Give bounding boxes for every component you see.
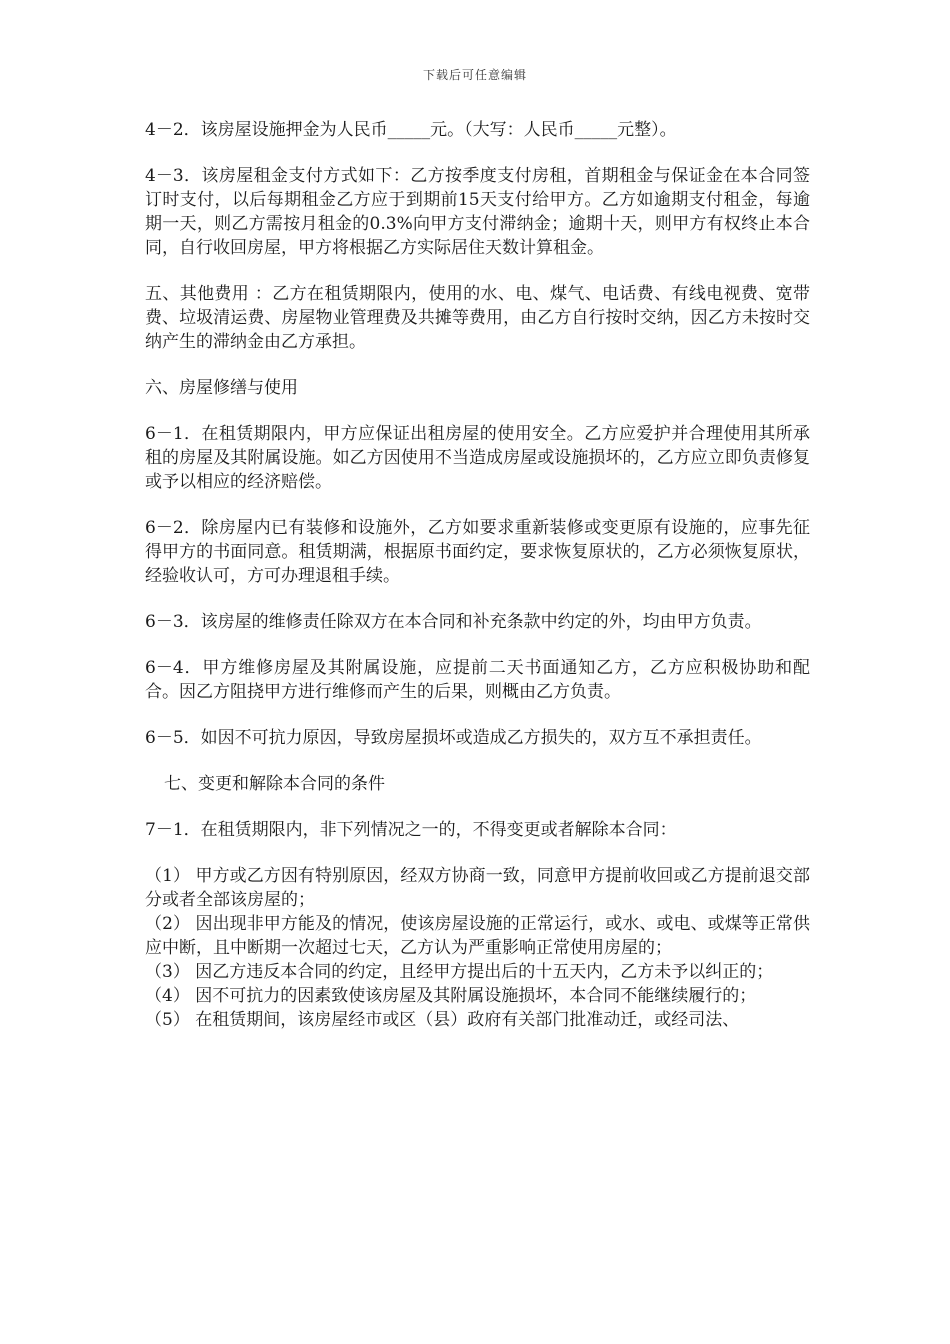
clause-4-2: 4－2．该房屋设施押金为人民币_____元。（大写：人民币_____元整）。 <box>145 120 677 140</box>
list-item: （4） 因不可抗力的因素致使该房屋及其附属设施损坏，本合同不能继续履行的； <box>145 986 757 1006</box>
clause-6-5: 6－5．如因不可抗力原因，导致房屋损坏或造成乙方损失的，双方互不承担责任。 <box>145 728 762 748</box>
section-5-other-fees: 五、其他费用 ：乙方在租赁期限内，使用的水、电、煤气、电话费、有线电视费、宽带费、垃圾清运费、房屋物业管理费及共摊等费用，由乙方自行按时交纳，因乙方未按时交纳产生的滞纳金由乙方承担。 <box>145 284 810 352</box>
clause-6-2: 6－2．除房屋内已有装修和设施外，乙方如要求重新装修或变更原有设施的，应事先征得甲方的书面同意。租赁期满，根据原书面约定，要求恢复原状的，乙方必须恢复原状，经验收认可，方可办理退租手续。 <box>145 518 810 586</box>
list-item: （2） 因出现非甲方能及的情况，使该房屋设施的正常运行，或水、或电、或煤等正常供应中断，且中断期一次超过七天，乙方认为严重影响正常使用房屋的； <box>145 914 810 958</box>
document-body <box>145 118 810 1032</box>
clause-7-1: 7－1．在租赁期限内，非下列情况之一的，不得变更或者解除本合同： <box>145 820 677 840</box>
section-7-heading: 七、变更和解除本合同的条件 <box>164 774 385 794</box>
list-item: （1） 甲方或乙方因有特别原因，经双方协商一致，同意甲方提前收回或乙方提前退交部分或者全部该房屋的； <box>145 866 810 910</box>
list-item: （3） 因乙方违反本合同的约定，且经甲方提出后的十五天内，乙方未予以纠正的； <box>145 962 774 982</box>
clause-6-1: 6－1．在租赁期限内，甲方应保证出租房屋的使用安全。乙方应爱护并合理使用其所承租的房屋及其附属设施。如乙方因使用不当造成房屋或设施损坏的，乙方应立即负责修复或予以相应的经济赔偿。 <box>145 424 810 492</box>
clause-4-3: 4－3．该房屋租金支付方式如下：乙方按季度支付房租，首期租金与保证金在本合同签订时支付，以后每期租金乙方应于到期前15天支付给甲方。乙方如逾期支付租金，每逾期一天，则乙方需按月租金的0.3%向甲方支付滞纳金；逾期十天，则甲方有权终止本合同，自行收回房屋，甲方将根据乙方实际居住天数计算租金。 <box>145 166 810 258</box>
section-6-heading: 六、房屋修缮与使用 <box>145 378 298 398</box>
clause-7-1-list <box>145 864 810 1032</box>
clause-6-3: 6－3．该房屋的维修责任除双方在本合同和补充条款中约定的外，均由甲方负责。 <box>145 612 762 632</box>
page-header: 下载后可任意编辑 <box>422 68 527 82</box>
list-item: （5） 在租赁期间，该房屋经市或区（县）政府有关部门批准动迁，或经司法、 <box>145 1010 740 1030</box>
clause-6-4: 6－4．甲方维修房屋及其附属设施，应提前二天书面通知乙方，乙方应积极协助和配合。因乙方阻挠甲方进行维修而产生的后果，则概由乙方负责。 <box>145 658 810 702</box>
